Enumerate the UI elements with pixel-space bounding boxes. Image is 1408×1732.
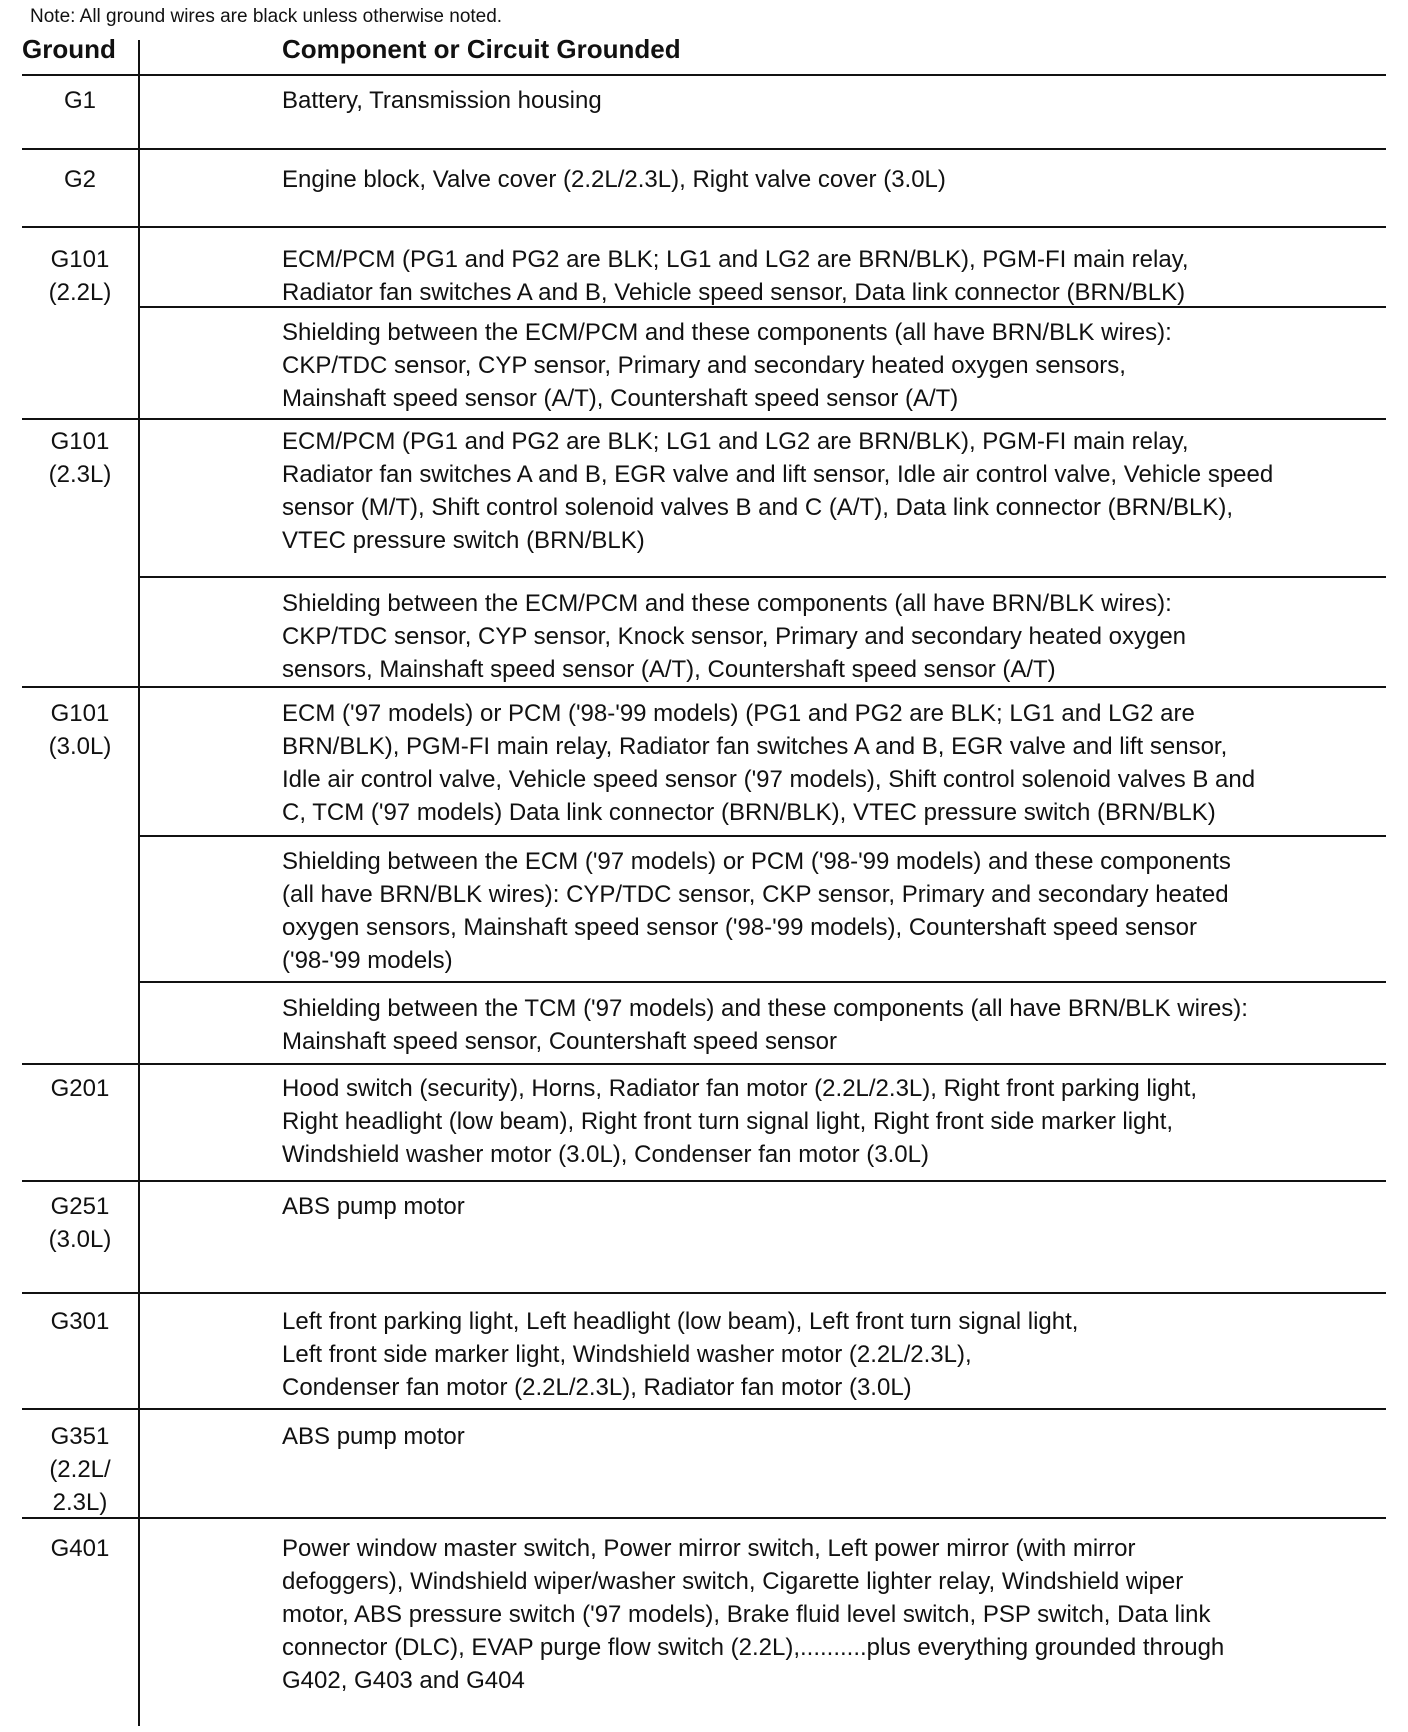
component-line: C, TCM ('97 models) Data link connector (BRN/BLK), VTEC pressure switch (BRN/BLK) — [282, 799, 1216, 826]
ground-id-line: G101 — [50, 428, 110, 455]
component-line: motor, ABS pressure switch ('97 models), Brake fluid level switch, PSP switch, Data link — [282, 1601, 1211, 1628]
component-description — [282, 243, 1392, 309]
component-line: (all have BRN/BLK wires): CYP/TDC sensor, CKP sensor, Primary and secondary heated — [282, 881, 1229, 908]
row-rule — [22, 1180, 1386, 1182]
component-line: Left front parking light, Left headlight (low beam), Left front turn signal light, — [282, 1308, 1079, 1335]
ground-id-cell — [22, 1190, 138, 1256]
component-line: Shielding between the ECM/PCM and these components (all have BRN/BLK wires): — [282, 319, 1172, 346]
component-line: Mainshaft speed sensor, Countershaft speed sensor — [282, 1028, 837, 1055]
component-description — [282, 1072, 1392, 1171]
ground-id-cell — [22, 1072, 138, 1105]
ground-id-line: (3.0L) — [48, 1226, 112, 1253]
component-line: Radiator fan switches A and B, EGR valve and lift sensor, Idle air control valve, Vehicle speed — [282, 461, 1274, 488]
ground-id-line: G2 — [63, 166, 96, 193]
ground-id-cell — [22, 84, 138, 117]
component-line: Battery, Transmission housing — [282, 87, 602, 114]
component-line: oxygen sensors, Mainshaft speed sensor ('98-'99 models), Countershaft speed sensor — [282, 914, 1197, 941]
ground-id-line: G101 — [50, 246, 110, 273]
ground-id-line: (2.3L) — [48, 461, 112, 488]
ground-id-line: 2.3L) — [52, 1489, 108, 1516]
component-line: Hood switch (security), Horns, Radiator fan motor (2.2L/2.3L), Right front parking light, — [282, 1075, 1198, 1102]
row-rule — [22, 226, 1386, 228]
ground-id-cell — [22, 1532, 138, 1565]
component-line: Right headlight (low beam), Right front turn signal light, Right front side marker light, — [282, 1108, 1174, 1135]
row-rule — [22, 1408, 1386, 1410]
component-line: ECM/PCM (PG1 and PG2 are BLK; LG1 and LG2 are BRN/BLK), PGM-FI main relay, — [282, 246, 1189, 273]
ground-id-line: G101 — [50, 700, 110, 727]
component-line: Mainshaft speed sensor (A/T), Countershaft speed sensor (A/T) — [282, 385, 959, 412]
subsection-rule — [138, 576, 1386, 578]
component-line: Idle air control valve, Vehicle speed sensor ('97 models), Shift control solenoid valves B and — [282, 766, 1256, 793]
component-line: Left front side marker light, Windshield washer motor (2.2L/2.3L), — [282, 1341, 972, 1368]
ground-id-line: (2.2L/ — [49, 1456, 111, 1483]
component-description — [282, 1532, 1392, 1697]
component-line: ABS pump motor — [282, 1423, 465, 1450]
ground-id-line: G201 — [50, 1075, 110, 1102]
component-line: defoggers), Windshield wiper/washer switch, Cigarette lighter relay, Windshield wiper — [282, 1568, 1184, 1595]
row-rule — [22, 148, 1386, 150]
ground-id-cell — [22, 163, 138, 196]
component-description — [282, 163, 1392, 196]
ground-id-cell — [22, 1305, 138, 1338]
component-line: G402, G403 and G404 — [282, 1667, 525, 1694]
subsection-rule — [138, 306, 1386, 308]
component-line: BRN/BLK), PGM-FI main relay, Radiator fan switches A and B, EGR valve and lift sensor, — [282, 733, 1228, 760]
component-line: CKP/TDC sensor, CYP sensor, Knock sensor, Primary and secondary heated oxygen — [282, 623, 1187, 650]
component-line: Engine block, Valve cover (2.2L/2.3L), Right valve cover (3.0L) — [282, 166, 946, 193]
ground-id-line: (3.0L) — [48, 733, 112, 760]
ground-id-line: G351 — [50, 1423, 110, 1450]
component-line: Power window master switch, Power mirror switch, Left power mirror (with mirror — [282, 1535, 1136, 1562]
header-component: Component or Circuit Grounded — [282, 34, 681, 64]
component-line: ABS pump motor — [282, 1193, 465, 1220]
row-rule — [22, 1063, 1386, 1065]
ground-id-line: G301 — [50, 1308, 110, 1335]
ground-id-line: (2.2L) — [48, 279, 112, 306]
component-line: sensor (M/T), Shift control solenoid valves B and C (A/T), Data link connector (BRN/BLK), — [282, 494, 1234, 521]
column-divider — [138, 40, 140, 1726]
component-line: Condenser fan motor (2.2L/2.3L), Radiator fan motor (3.0L) — [282, 1374, 912, 1401]
component-description — [282, 697, 1392, 829]
row-rule — [22, 1517, 1386, 1519]
row-rule — [22, 418, 1386, 420]
component-line: connector (DLC), EVAP purge flow switch (2.2L),..........plus everything grounded through — [282, 1634, 1225, 1661]
header-ground: Ground — [22, 34, 116, 64]
row-rule — [22, 686, 1386, 688]
ground-id-cell — [22, 1420, 138, 1519]
component-line: Radiator fan switches A and B, Vehicle speed sensor, Data link connector (BRN/BLK) — [282, 279, 1186, 306]
header-rule — [22, 74, 1386, 76]
component-line: Windshield washer motor (3.0L), Condenser fan motor (3.0L) — [282, 1141, 929, 1168]
component-description — [282, 84, 1392, 117]
component-line: Shielding between the ECM ('97 models) or PCM ('98-'99 models) and these components — [282, 848, 1231, 875]
ground-id-line: G1 — [63, 87, 96, 114]
component-description — [282, 316, 1392, 415]
component-description — [282, 425, 1392, 557]
component-line: sensors, Mainshaft speed sensor (A/T), Countershaft speed sensor (A/T) — [282, 656, 1056, 683]
subsection-rule — [138, 835, 1386, 837]
component-line: ('98-'99 models) — [282, 947, 453, 974]
ground-id-cell — [22, 697, 138, 763]
row-rule — [22, 1292, 1386, 1294]
component-description — [282, 1190, 1392, 1223]
component-description — [282, 992, 1392, 1058]
component-description — [282, 1305, 1392, 1404]
subsection-rule — [138, 981, 1386, 983]
component-description — [282, 845, 1392, 977]
ground-id-cell — [22, 243, 138, 309]
component-description — [282, 1420, 1392, 1453]
ground-id-line: G251 — [50, 1193, 110, 1220]
ground-id-cell — [22, 425, 138, 491]
component-description — [282, 587, 1392, 686]
component-line: ECM ('97 models) or PCM ('98-'99 models) (PG1 and PG2 are BLK; LG1 and LG2 are — [282, 700, 1195, 727]
ground-id-line: G401 — [50, 1535, 110, 1562]
note-text: Note: All ground wires are black unless otherwise noted. — [30, 6, 503, 27]
component-line: CKP/TDC sensor, CYP sensor, Primary and secondary heated oxygen sensors, — [282, 352, 1126, 379]
component-line: Shielding between the ECM/PCM and these components (all have BRN/BLK wires): — [282, 590, 1172, 617]
component-line: Shielding between the TCM ('97 models) and these components (all have BRN/BLK wires): — [282, 995, 1248, 1022]
component-line: VTEC pressure switch (BRN/BLK) — [282, 527, 645, 554]
component-line: ECM/PCM (PG1 and PG2 are BLK; LG1 and LG2 are BRN/BLK), PGM-FI main relay, — [282, 428, 1189, 455]
